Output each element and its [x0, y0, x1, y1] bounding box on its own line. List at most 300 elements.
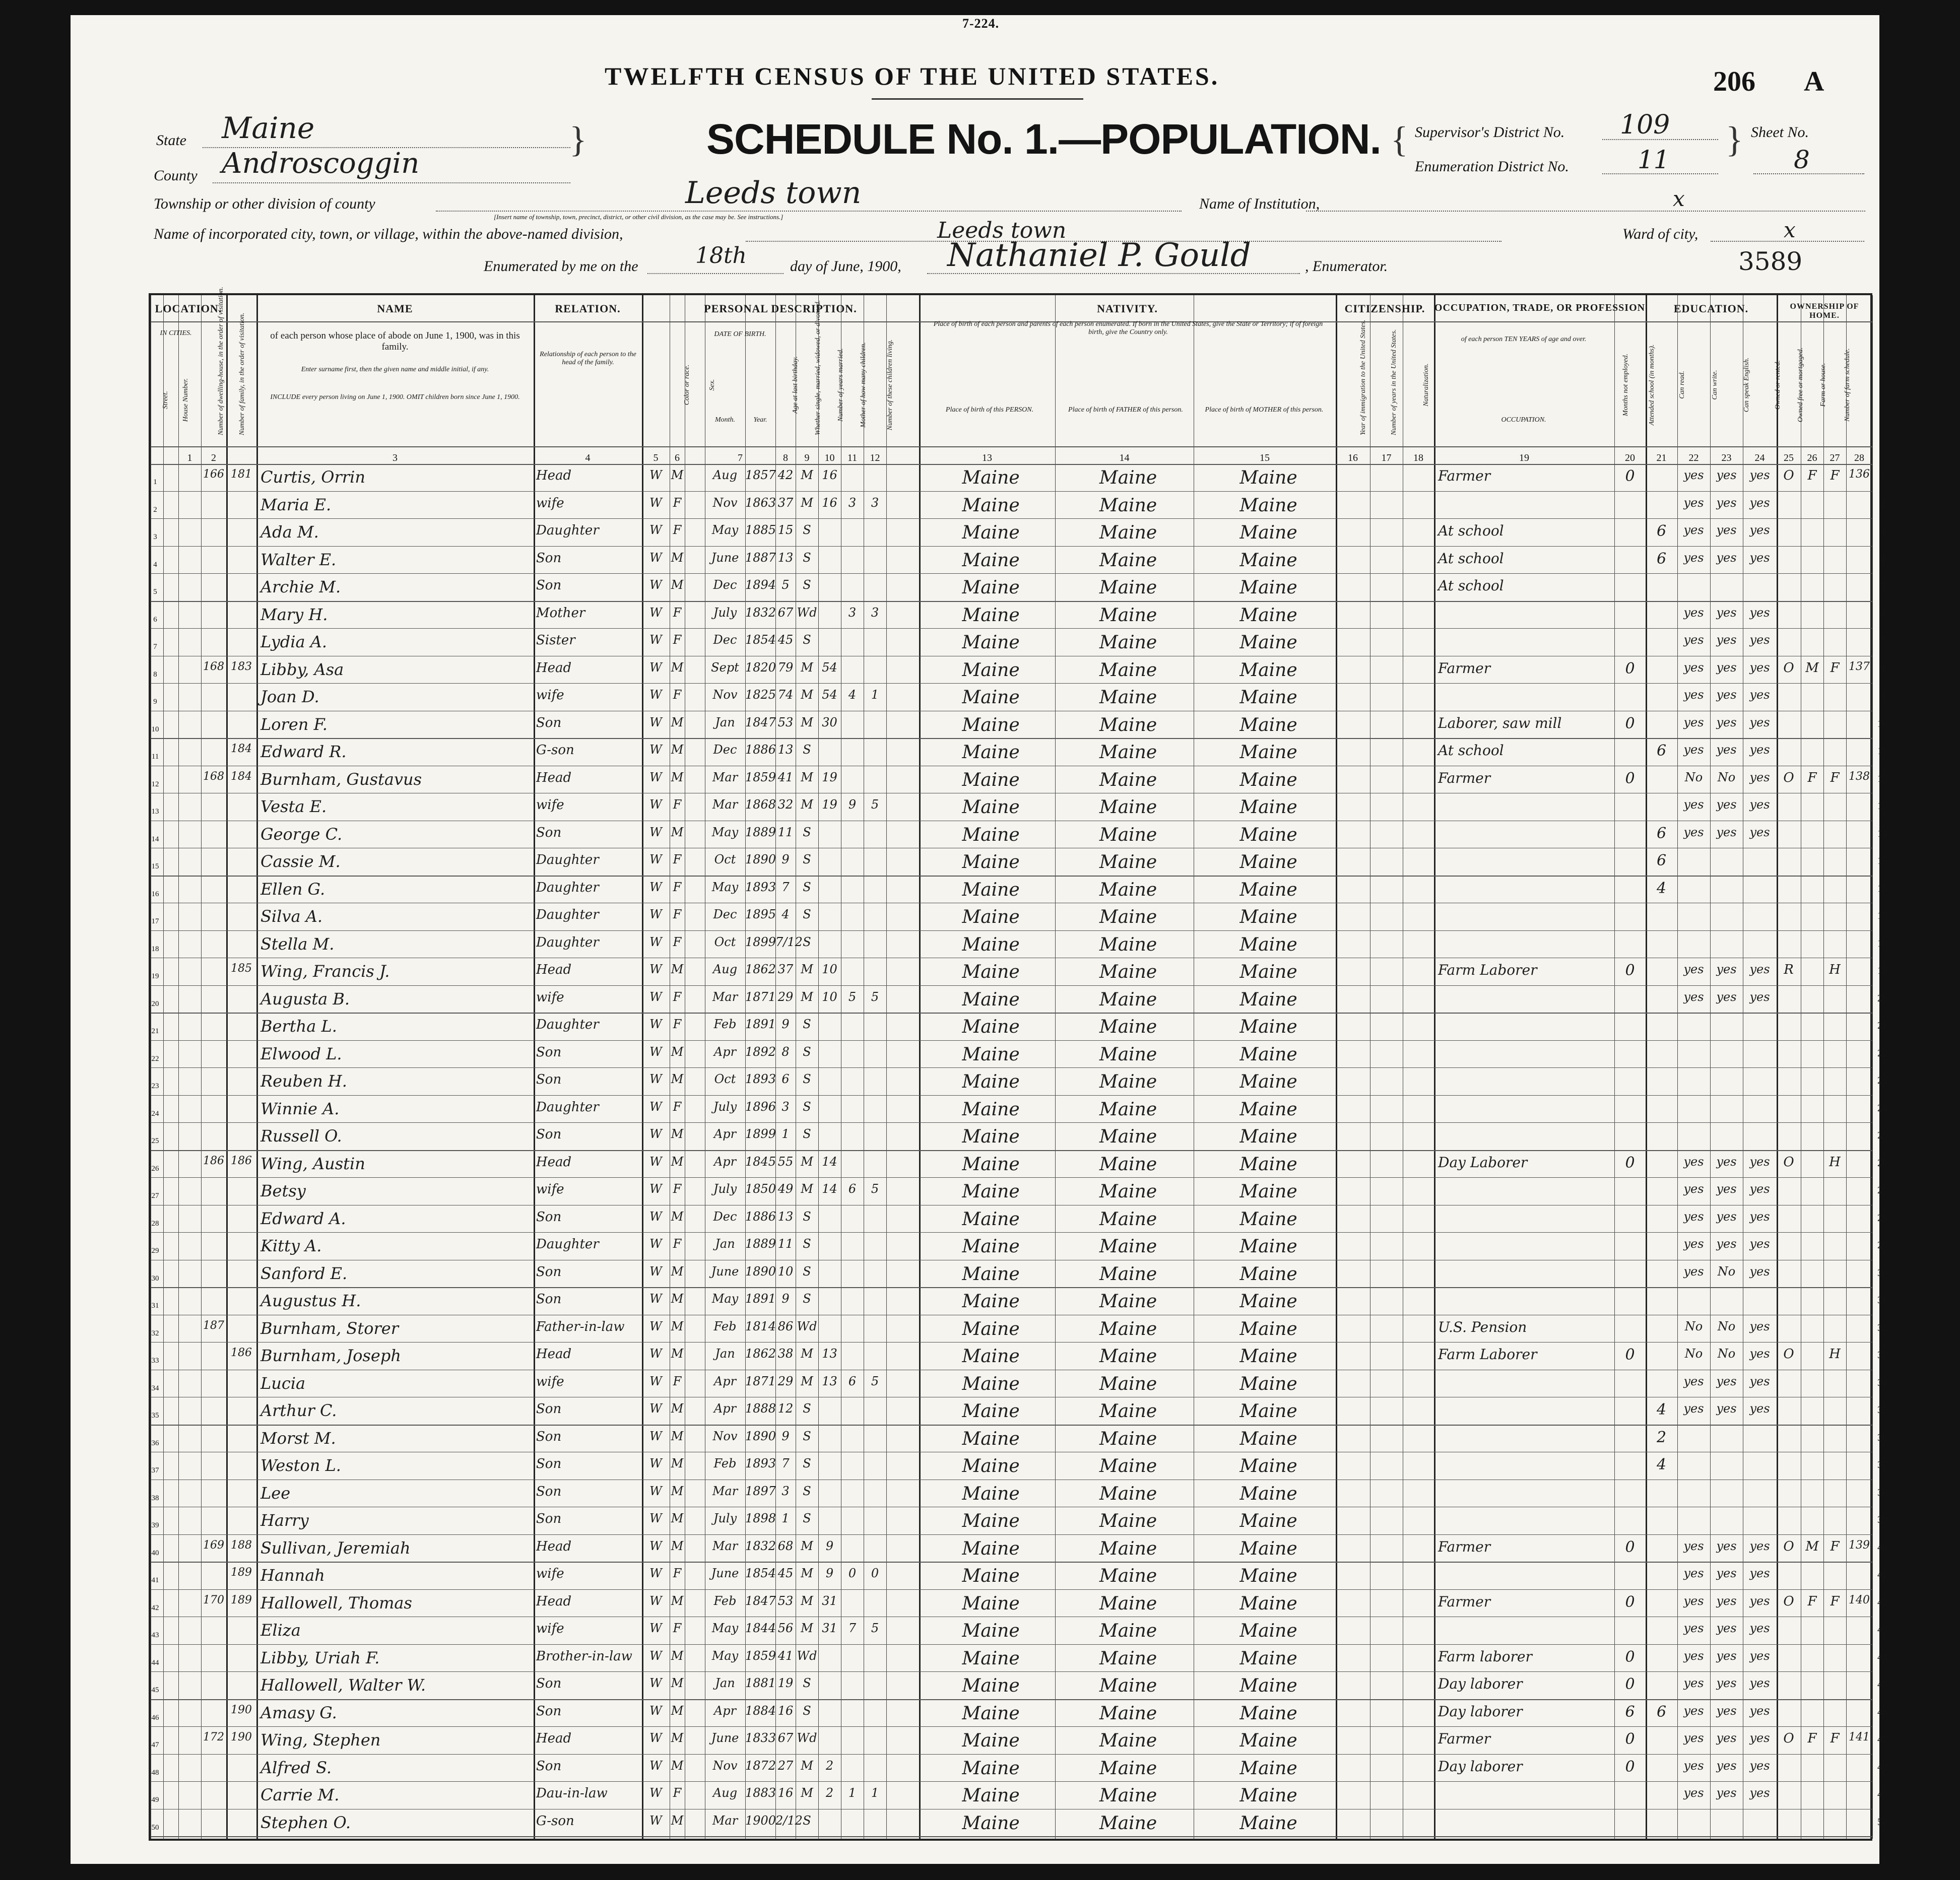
birthplace-person: Maine [962, 1812, 1020, 1834]
children-living: 1 [871, 1786, 879, 1800]
marital-status: M [801, 1593, 813, 1608]
row-rule [151, 1836, 1872, 1837]
table-row [151, 464, 1872, 492]
can-speak: yes [1749, 1182, 1770, 1196]
age: 86 [777, 1319, 794, 1333]
birth-month: Dec [713, 1209, 737, 1224]
dwelling-number: 186 [203, 1154, 224, 1167]
sub-months-unemployed: Months not employed. [1621, 354, 1629, 417]
enumerated-day-line [647, 273, 783, 274]
birthplace-mother: Maine [1239, 1236, 1297, 1257]
sex: F [673, 1374, 682, 1388]
row-number-right: 33 [1877, 1350, 1887, 1361]
birth-month: June [711, 1731, 739, 1745]
occupation: Farmer [1438, 659, 1491, 677]
can-speak: yes [1749, 1209, 1770, 1224]
sex: M [671, 468, 684, 482]
can-read: yes [1683, 1538, 1704, 1553]
sub-relation-desc: Relationship of each person to the head of the family. [540, 351, 636, 367]
age: 49 [777, 1182, 794, 1196]
birth-month: Mar [712, 1484, 738, 1498]
marital-status: M [801, 797, 813, 812]
marital-status: S [803, 825, 811, 839]
row-number-right: 24 [1877, 1102, 1887, 1114]
can-write: yes [1716, 1182, 1737, 1196]
owned-free: F [1807, 468, 1817, 483]
birthplace-person: Maine [962, 687, 1020, 708]
birth-year: 1894 [745, 578, 776, 592]
birth-month: Nov [712, 495, 738, 510]
column-number: 24 [1754, 452, 1765, 463]
row-number: 38 [151, 1494, 159, 1502]
children-living: 5 [871, 1621, 879, 1635]
row-number-right: 25 [1877, 1130, 1887, 1141]
can-speak: yes [1749, 1621, 1770, 1635]
attended-school: 4 [1656, 879, 1667, 897]
can-read: yes [1683, 688, 1704, 702]
years-married: 13 [822, 1374, 837, 1388]
can-write: yes [1716, 1676, 1737, 1690]
can-speak: yes [1749, 1264, 1770, 1279]
color: W [649, 852, 662, 866]
family-number: 185 [231, 962, 252, 975]
farm-house: F [1830, 1593, 1840, 1609]
can-write: yes [1716, 1538, 1737, 1553]
marital-status: S [803, 578, 811, 592]
color: W [649, 1456, 662, 1470]
birth-month: Nov [712, 1758, 738, 1773]
occupation: Farmer [1438, 467, 1491, 484]
column-number: 11 [847, 452, 858, 463]
row-number: 12 [151, 780, 159, 788]
state-value: Maine [222, 111, 315, 145]
age: 56 [777, 1621, 794, 1635]
months-unemployed: 0 [1625, 659, 1635, 678]
birthplace-mother: Maine [1239, 824, 1297, 845]
sub-occupation-desc: of each person TEN YEARS of age and over. [1461, 335, 1587, 343]
color: W [649, 1538, 662, 1553]
row-number-right: 20 [1877, 992, 1887, 1004]
birthplace-person: Maine [962, 1758, 1020, 1779]
row-number-right: 10 [1877, 718, 1887, 729]
marital-status: M [801, 962, 813, 976]
can-write: yes [1716, 688, 1737, 702]
birth-month: May [711, 1621, 739, 1635]
row-number: 18 [151, 945, 159, 953]
person-name: Burnham, Storer [260, 1318, 399, 1338]
occupation: Day laborer [1438, 1758, 1523, 1775]
column-number: 7 [738, 452, 743, 463]
person-name: Hallowell, Thomas [260, 1593, 412, 1613]
table-row [151, 1151, 1872, 1178]
birthplace-person: Maine [962, 1126, 1020, 1147]
birth-month: Aug [712, 962, 738, 976]
row-number-right: 22 [1877, 1047, 1887, 1059]
occupation: Day Laborer [1438, 1154, 1528, 1171]
birthplace-person: Maine [962, 577, 1020, 598]
birth-year: 1872 [745, 1758, 776, 1773]
relation: Father-in-law [536, 1319, 625, 1334]
birth-month: July [713, 1511, 737, 1525]
sex: F [673, 688, 682, 702]
dwelling-number: 170 [203, 1593, 224, 1606]
years-married: 10 [822, 962, 837, 976]
birthplace-person: Maine [962, 1648, 1020, 1669]
mother-of: 1 [848, 1786, 857, 1800]
age: 8 [781, 1044, 790, 1059]
birth-year: 1845 [745, 1154, 776, 1169]
state-label: State [156, 132, 186, 149]
birth-year: 1868 [745, 797, 776, 812]
relation: Daughter [536, 1017, 599, 1032]
county-label: County [154, 167, 198, 184]
marital-status: S [803, 907, 811, 921]
birthplace-person: Maine [962, 522, 1020, 543]
can-read: yes [1683, 1374, 1704, 1388]
marital-status: S [803, 880, 811, 894]
birth-month: Mar [712, 1813, 738, 1828]
relation: Son [536, 1676, 562, 1691]
row-number: 43 [151, 1631, 159, 1639]
person-name: Hallowell, Walter W. [260, 1675, 426, 1695]
can-read: No [1684, 770, 1703, 784]
marital-status: M [801, 660, 813, 675]
sub-name-desc: of each person whose place of abode on June 1, 1900, was in this family. [270, 330, 520, 352]
color: W [649, 468, 662, 482]
table-row [151, 1590, 1872, 1618]
can-read: yes [1683, 1401, 1704, 1416]
sex: M [671, 1072, 684, 1086]
birthplace-person: Maine [962, 632, 1020, 653]
township-value: Leeds town [685, 175, 862, 211]
can-write: yes [1716, 989, 1737, 1004]
sub-can-read: Can read. [1678, 371, 1686, 399]
township-line [436, 211, 1182, 212]
mother-of: 3 [848, 605, 857, 620]
birthplace-father: Maine [1099, 1648, 1157, 1669]
birthplace-father: Maine [1099, 1511, 1157, 1531]
can-speak: yes [1749, 743, 1770, 757]
birthplace-person: Maine [962, 934, 1020, 955]
marital-status: S [803, 633, 811, 647]
can-write: yes [1716, 1758, 1737, 1773]
birthplace-mother: Maine [1239, 1318, 1297, 1339]
farm-schedule: 137 [1849, 660, 1870, 673]
relation: Son [536, 1264, 562, 1280]
sex: F [673, 934, 682, 949]
owned-free: M [1805, 1538, 1819, 1554]
children-living: 5 [871, 797, 879, 812]
birthplace-mother: Maine [1239, 1483, 1297, 1504]
family-number: 189 [231, 1566, 252, 1579]
can-read: yes [1683, 633, 1704, 647]
birthplace-mother: Maine [1239, 1099, 1297, 1120]
marital-status: M [801, 1621, 813, 1635]
person-name: Kitty A. [260, 1236, 322, 1255]
relation: wife [536, 1566, 564, 1581]
can-speak: yes [1749, 1347, 1770, 1361]
table-row [151, 1068, 1872, 1096]
marital-status: M [801, 1538, 813, 1553]
relation: Son [536, 1511, 562, 1526]
person-name: Vesta E. [260, 797, 327, 816]
can-read: yes [1683, 743, 1704, 757]
birth-year: 1847 [745, 715, 776, 729]
birthplace-father: Maine [1099, 907, 1157, 927]
occupation: Farmer [1438, 1593, 1491, 1610]
can-read: yes [1683, 550, 1704, 565]
farm-house: H [1829, 962, 1841, 977]
birth-year: 1832 [745, 605, 776, 620]
years-married: 9 [825, 1566, 834, 1580]
sex: M [671, 715, 684, 729]
relation: wife [536, 688, 564, 703]
group-location: LOCATION. [155, 302, 222, 315]
children-living: 3 [871, 605, 879, 620]
can-write: yes [1716, 550, 1737, 565]
row-number: 21 [151, 1027, 159, 1035]
person-name: Edward R. [260, 742, 347, 761]
ward-label: Ward of city, [1622, 226, 1698, 242]
birthplace-father: Maine [1099, 1621, 1157, 1641]
dwelling-number: 168 [203, 770, 224, 783]
birth-month: Oct [714, 934, 736, 949]
table-row [151, 519, 1872, 547]
census-sheet [71, 15, 1887, 1864]
row-number-right: 34 [1877, 1377, 1887, 1388]
sex: M [671, 1511, 684, 1525]
birthplace-father: Maine [1099, 1538, 1157, 1559]
column-number: 13 [982, 452, 992, 463]
person-name: Betsy [260, 1181, 306, 1200]
column-number: 22 [1688, 452, 1699, 463]
children-living: 5 [871, 1374, 879, 1388]
birth-year: 1885 [745, 523, 776, 537]
can-speak: yes [1749, 605, 1770, 620]
person-name: Carrie M. [260, 1785, 340, 1804]
table-row [151, 1727, 1872, 1755]
can-speak: yes [1749, 523, 1770, 537]
birth-month: Aug [712, 468, 738, 482]
column-number: 25 [1784, 452, 1794, 463]
column-number: 14 [1119, 452, 1130, 463]
color: W [649, 495, 662, 510]
column-number: 26 [1807, 452, 1817, 463]
birthplace-person: Maine [962, 1318, 1020, 1339]
birth-year: 1889 [745, 1237, 776, 1251]
birth-month: Feb [713, 1319, 737, 1333]
months-unemployed: 0 [1625, 1346, 1635, 1364]
birthplace-person: Maine [962, 1401, 1020, 1422]
marital-status: M [801, 1374, 813, 1388]
marital-status: S [803, 1209, 811, 1224]
color: W [649, 1758, 662, 1773]
birthplace-person: Maine [962, 550, 1020, 571]
occupation: Laborer, saw mill [1438, 714, 1562, 731]
owned-rented: O [1783, 468, 1794, 483]
birth-year: 1897 [745, 1484, 776, 1498]
table-row [151, 629, 1872, 656]
enumerator-signature: Nathaniel P. Gould [947, 237, 1251, 274]
table-row [151, 1809, 1872, 1837]
can-write: yes [1716, 1237, 1737, 1251]
color: W [649, 1072, 662, 1086]
birthplace-mother: Maine [1239, 1044, 1297, 1065]
sex: M [671, 1676, 684, 1690]
person-name: Stella M. [260, 934, 335, 954]
months-unemployed: 0 [1625, 714, 1635, 732]
can-read: yes [1683, 1154, 1704, 1169]
months-unemployed: 0 [1625, 1593, 1635, 1611]
months-unemployed: 0 [1625, 1730, 1635, 1748]
sub-naturalization: Naturalization. [1422, 363, 1430, 407]
can-speak: yes [1749, 660, 1770, 675]
attended-school: 6 [1656, 742, 1667, 760]
sex: F [673, 852, 682, 866]
birthplace-mother: Maine [1239, 467, 1297, 488]
dwelling-number: 168 [203, 660, 224, 673]
sub-color: Color or race. [683, 364, 691, 406]
marital-status: S [803, 1456, 811, 1470]
relation: wife [536, 1374, 564, 1389]
can-speak: yes [1749, 1731, 1770, 1745]
person-name: Amasy G. [260, 1703, 337, 1722]
birthplace-father: Maine [1099, 1291, 1157, 1312]
occupation: Farm Laborer [1438, 962, 1537, 978]
row-number: 50 [151, 1823, 159, 1832]
years-married: 14 [822, 1182, 837, 1196]
birthplace-mother: Maine [1239, 1017, 1297, 1037]
birthplace-mother: Maine [1239, 907, 1297, 927]
birthplace-mother: Maine [1239, 605, 1297, 626]
birth-year: 1862 [745, 962, 776, 976]
table-row [151, 1755, 1872, 1782]
table-row [151, 1452, 1872, 1480]
marital-status: Wd [797, 1648, 817, 1663]
birthplace-mother: Maine [1239, 1291, 1297, 1312]
birthplace-mother: Maine [1239, 1263, 1297, 1285]
family-number: 190 [231, 1731, 252, 1743]
age: 67 [777, 605, 794, 620]
can-write: yes [1716, 962, 1737, 976]
age: 32 [777, 797, 794, 812]
age: 11 [777, 1237, 794, 1251]
sex: F [673, 495, 682, 510]
can-read: yes [1683, 715, 1704, 729]
row-number: 20 [151, 999, 159, 1008]
table-row [151, 1700, 1872, 1727]
column-number: 17 [1381, 452, 1392, 463]
birth-month: Dec [713, 743, 737, 757]
table-row [151, 738, 1872, 766]
marital-status: S [803, 1264, 811, 1279]
birthplace-father: Maine [1099, 1785, 1157, 1806]
relation: G-son [536, 1813, 574, 1829]
birth-month: Apr [713, 1044, 737, 1059]
age: 9 [781, 1017, 790, 1031]
marital-status: M [801, 770, 813, 784]
row-number-right: 37 [1877, 1459, 1887, 1470]
birth-month: May [711, 1292, 739, 1306]
birth-year: 1890 [745, 852, 776, 866]
age: 67 [777, 1731, 794, 1745]
birth-year: 1891 [745, 1292, 776, 1306]
birthplace-father: Maine [1099, 1044, 1157, 1065]
row-number-right: 30 [1877, 1267, 1887, 1279]
relation: G-son [536, 743, 574, 758]
marital-status: S [803, 1813, 811, 1828]
row-number: 13 [151, 808, 159, 816]
enumeration-district-value: 11 [1638, 145, 1670, 174]
color: W [649, 1703, 662, 1718]
sub-farm-house: Farm or house. [1819, 363, 1827, 407]
person-name: Weston L. [260, 1456, 341, 1475]
column-number: 8 [783, 452, 788, 463]
birthplace-person: Maine [962, 1785, 1020, 1806]
table-row [151, 793, 1872, 821]
birth-year: 1887 [745, 550, 776, 565]
sub-month: Month. [714, 416, 736, 424]
relation: Head [536, 1538, 572, 1554]
institution-line [1306, 211, 1865, 212]
birthplace-father: Maine [1099, 1263, 1157, 1285]
years-married: 2 [825, 1758, 834, 1773]
can-read: yes [1683, 1593, 1704, 1608]
can-write: No [1717, 1319, 1736, 1333]
can-write: yes [1716, 495, 1737, 510]
years-married: 16 [822, 468, 837, 482]
owned-rented: O [1783, 1593, 1794, 1609]
row-number-right: 40 [1877, 1541, 1887, 1553]
sub-years-us: Number of years in the United States. [1390, 329, 1398, 436]
attended-school: 6 [1656, 522, 1667, 540]
color: W [649, 770, 662, 784]
marital-status: S [803, 523, 811, 537]
birthplace-father: Maine [1099, 522, 1157, 543]
enumerated-label: Enumerated by me on the [484, 258, 638, 275]
months-unemployed: 0 [1625, 1675, 1635, 1693]
relation: Son [536, 1401, 562, 1417]
table-row [151, 1178, 1872, 1205]
column-number: 28 [1854, 452, 1864, 463]
birth-month: Dec [713, 633, 737, 647]
birthplace-mother: Maine [1239, 1401, 1297, 1422]
occupation: At school [1438, 742, 1504, 759]
row-number: 3 [153, 533, 157, 541]
page-letter: A [1804, 66, 1824, 97]
column-number: 20 [1625, 452, 1635, 463]
birth-month: Feb [713, 1593, 737, 1608]
age: 55 [777, 1154, 794, 1169]
birthplace-mother: Maine [1239, 522, 1297, 543]
marital-status: M [801, 468, 813, 482]
color: W [649, 660, 662, 675]
marital-status: M [801, 989, 813, 1004]
birthplace-person: Maine [962, 1675, 1020, 1696]
birthplace-person: Maine [962, 1181, 1020, 1202]
sub-age: Age at last birthday. [791, 356, 799, 414]
birth-month: June [711, 1264, 739, 1279]
person-name: Hannah [260, 1566, 325, 1585]
relation: Head [536, 1347, 572, 1362]
township-label: Township or other division of county [154, 195, 375, 212]
row-number-right: 46 [1877, 1706, 1887, 1718]
color: W [649, 523, 662, 537]
can-speak: yes [1749, 1676, 1770, 1690]
row-number: 24 [151, 1109, 159, 1118]
can-read: yes [1683, 1182, 1704, 1196]
family-number: 183 [231, 660, 252, 673]
